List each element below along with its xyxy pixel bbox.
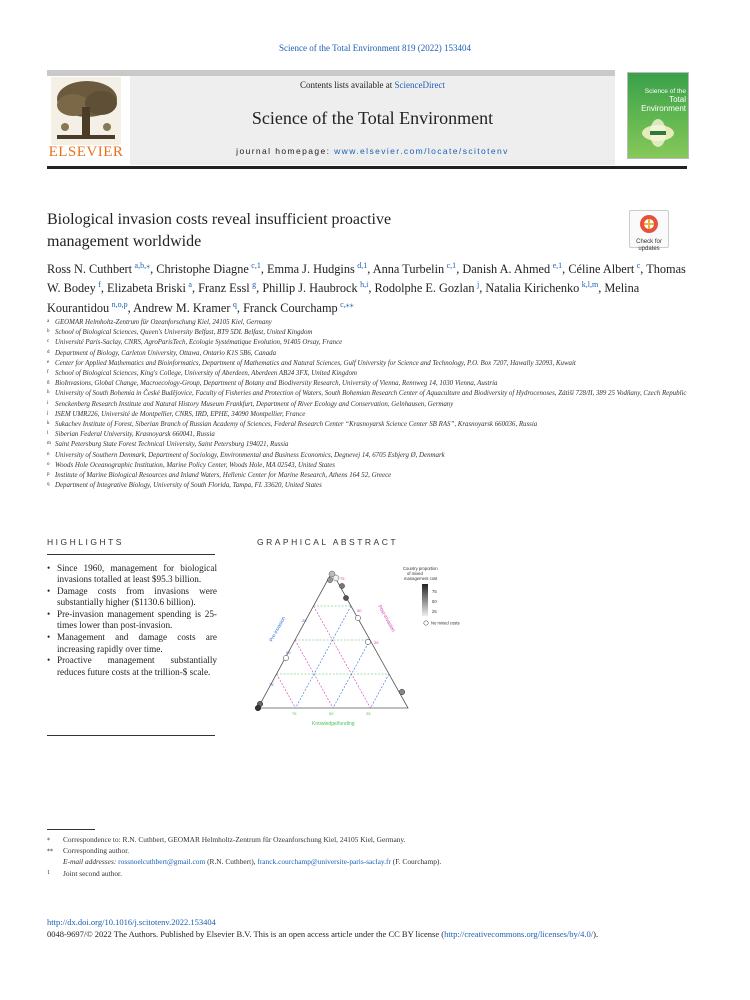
author-affiliation-marks[interactable]: c,⁎⁎ bbox=[340, 299, 354, 309]
legend-value: 75 bbox=[432, 589, 437, 594]
publisher-logo bbox=[47, 77, 125, 163]
affiliation-text: University of South Bohemia in České Budějovice, Faculty of Fisheries and Protection of Waters, South Bohemian Research Center of Aquaculture and Biodiversity of Hydrocenoses, Zátiší 728/II, 389 25 Vodňany, Czech Republic bbox=[55, 390, 687, 398]
right-tick-label: 50 bbox=[357, 608, 362, 613]
left-tick-label: 50 bbox=[286, 650, 291, 655]
affiliation-key: g bbox=[47, 380, 50, 386]
bottom-tick-label: 50 bbox=[329, 711, 334, 716]
author-name: Thomas W. Bodey bbox=[47, 262, 686, 296]
email-link-cuthbert[interactable]: rossnoelcuthbert@gmail.com bbox=[118, 857, 206, 867]
email-link-courchamp[interactable]: franck.courchamp@universite-paris-saclay.fr bbox=[257, 857, 391, 867]
header-bottom-rule bbox=[47, 166, 687, 169]
footnote-rule bbox=[47, 829, 95, 830]
author-name: Emma J. Hudgins bbox=[267, 262, 355, 276]
author[interactable] bbox=[485, 281, 598, 295]
left-tick-label: 75 bbox=[269, 682, 274, 687]
affiliation-text: Université Paris-Saclay, CNRS, AgroParisTech, Ecologie Systématique Evolution, 91405 Orsay, France bbox=[55, 339, 343, 347]
author-affiliation-marks[interactable]: a,b,⁎ bbox=[134, 260, 151, 270]
author[interactable] bbox=[374, 281, 479, 295]
journal-cover-image bbox=[627, 72, 689, 159]
author-name: Ross N. Cuthbert bbox=[47, 262, 133, 276]
author-affiliation-marks[interactable]: e,1 bbox=[552, 260, 563, 270]
legend-colorbar bbox=[422, 584, 428, 616]
data-point bbox=[333, 575, 339, 581]
contents-line bbox=[130, 80, 615, 90]
author[interactable] bbox=[267, 262, 367, 276]
footnote bbox=[47, 868, 707, 879]
article-title-line1: Biological invasion costs reveal insufficient proactive bbox=[47, 211, 392, 228]
affiliation-key: p bbox=[47, 472, 50, 478]
affiliation bbox=[47, 461, 707, 471]
affiliation bbox=[47, 338, 707, 348]
grid-line bbox=[277, 674, 296, 708]
journal-title: Science of the Total Environment bbox=[251, 108, 494, 128]
author[interactable] bbox=[107, 281, 192, 295]
affiliation bbox=[47, 410, 707, 420]
highlights-list bbox=[47, 563, 217, 678]
affiliation-key: a bbox=[47, 319, 50, 324]
author-name: Céline Albert bbox=[568, 262, 635, 276]
author-affiliation-marks[interactable]: g bbox=[252, 280, 257, 290]
affiliation-key: f bbox=[47, 370, 49, 376]
affiliation-key: h bbox=[47, 390, 50, 396]
author[interactable] bbox=[156, 262, 261, 276]
data-point bbox=[365, 639, 370, 644]
author-name: Anna Turbelin bbox=[372, 262, 445, 276]
highlights-bottom-rule bbox=[47, 735, 215, 736]
legend-title-line3: management cost bbox=[404, 576, 438, 581]
grid-line bbox=[314, 606, 371, 708]
footnote bbox=[47, 834, 707, 845]
affiliation-text: Department of Biology, Carleton University, Ottawa, Ontario K1S 5B6, Canada bbox=[55, 349, 277, 357]
data-point bbox=[399, 689, 405, 695]
author-name: Natalia Kirichenko bbox=[485, 281, 580, 296]
affiliation-key: o bbox=[47, 461, 50, 467]
affiliation-key: d bbox=[47, 349, 50, 355]
affiliation-key: j bbox=[47, 410, 49, 416]
author-affiliation-marks[interactable]: j bbox=[477, 280, 480, 290]
copyright-suffix: ). bbox=[593, 929, 599, 939]
author-name: Christophe Diagne bbox=[156, 262, 249, 276]
footnote-text: Joint second author. bbox=[63, 868, 122, 878]
author-name: Melina Kourantidou bbox=[47, 281, 640, 315]
affiliation bbox=[47, 471, 707, 481]
affiliation-text: School of Biological Sciences, Queen's University Belfast, BT9 5DL Belfast, United Kingdom bbox=[55, 329, 313, 337]
author-affiliation-marks[interactable]: k,l,m bbox=[581, 280, 599, 290]
affiliation bbox=[47, 328, 707, 338]
left-tick-label: 25 bbox=[302, 618, 307, 623]
copyright-text: 0048-9697/© 2022 The Authors. Published by Elsevier B.V. This is an open access article under the CC BY license ( bbox=[47, 929, 445, 939]
data-point bbox=[283, 655, 288, 660]
footnote-key: ⁎ bbox=[47, 836, 50, 842]
ternary-triangle bbox=[258, 572, 408, 708]
affiliation-key: i bbox=[47, 400, 49, 406]
highlights-top-rule bbox=[47, 554, 215, 555]
author-name: Elizabeta Briski bbox=[107, 281, 186, 296]
author-name: Danish A. Ahmed bbox=[462, 262, 551, 276]
author-name: Franz Essl bbox=[198, 281, 250, 296]
license-link[interactable]: http://creativecommons.org/licenses/by/4.0/ bbox=[444, 929, 594, 939]
affiliation-key: b bbox=[47, 329, 50, 335]
affiliation bbox=[47, 318, 707, 328]
affiliation-text: Department of Integrative Biology, University of South Florida, Tampa, FL 33620, United States bbox=[55, 482, 322, 490]
highlight-item: • Pre-invasion management spending is 25-times lower than post-invasion. bbox=[47, 609, 217, 632]
affiliation-key: l bbox=[47, 431, 49, 437]
legend-title-line1: Country proportion bbox=[403, 566, 438, 571]
author-affiliation-marks[interactable]: a bbox=[188, 280, 192, 290]
affiliation-text: School of Biological Sciences, King's College, University of Aberdeen, Aberdeen AB24 3FX, United Kingdom bbox=[55, 370, 357, 378]
affiliation-text: GEOMAR Helmholtz-Zentrum für Ozeanforschung Kiel, 24105 Kiel, Germany bbox=[55, 319, 272, 326]
highlight-item: • Since 1960, management for biological invasions totalled at least $95.3 billion. bbox=[47, 563, 217, 586]
footnote-text: Corresponding author. bbox=[63, 846, 130, 856]
article-title bbox=[47, 209, 607, 253]
cover-title bbox=[632, 88, 686, 113]
footnote-key: 1 bbox=[47, 869, 50, 876]
author-list: Ross N. Cuthbert $^{a,b,⁎}$, Christophe Diagne $^{c,1}$, Emma J. Hudgins $^{d,1}$, Anna Turbelin $^{c,1}$, Danish A. Ahmed $^{e,1}$, Céline Albert $^c$, Thomas W. Bodey $^f$, Elizabeta Briski $^a$, Franz Essl $^g$, Phillip J. Haubrock $^{h,i}$, Rodolphe E. Gozlan $^j$, Natalia Kirichenko $^{k,l,m}$, Melina Kourantidou $^{n,o,p}$, Andrew M. Kramer $^q$, Franck Courchamp $^{c,⁎⁎}$ bbox=[47, 260, 686, 315]
cover-flower-icon bbox=[628, 113, 688, 153]
affiliation bbox=[47, 430, 707, 440]
bottom-tick-label: 25 bbox=[366, 711, 371, 716]
affiliation-text: Siberian Federal University, Krasnoyarsk 660041, Russia bbox=[55, 431, 215, 439]
cover-title-main: Total Environment bbox=[641, 95, 686, 113]
author-name: Phillip J. Haubrock bbox=[262, 281, 358, 296]
legend-no-mixed-label: No mixed costs bbox=[431, 620, 460, 626]
crossmark-icon bbox=[639, 214, 659, 234]
affiliation-text: Sukachev Institute of Forest, Siberian Branch of Russian Academy of Sciences, Federal Research Center “Krasnoyarsk Science Center SB RAS”, Krasnoyarsk 660036, Russia bbox=[55, 421, 538, 429]
ternary-legend bbox=[403, 566, 460, 626]
axis-label-right: Post-invasion bbox=[376, 604, 397, 634]
author-name: Franck Courchamp bbox=[243, 300, 338, 315]
author[interactable] bbox=[198, 281, 256, 295]
journal-reference[interactable]: Science of the Total Environment 819 (2022) 153404 bbox=[279, 43, 471, 53]
author[interactable] bbox=[568, 262, 640, 276]
affiliation bbox=[47, 451, 707, 461]
affiliation-key: k bbox=[47, 421, 50, 427]
graphical-abstract-heading: GRAPHICAL ABSTRACT bbox=[257, 537, 399, 547]
email-label: E-mail addresses: bbox=[63, 857, 119, 867]
ternary-tick-labels bbox=[269, 576, 379, 716]
affiliation-text: University of Southern Denmark, Department of Sociology, Environmental and Business Economics, Degnevej 14, 6705 Esbjerg Ø, Denmark bbox=[55, 451, 445, 459]
author-affiliation-marks[interactable]: c bbox=[636, 260, 641, 270]
affiliation bbox=[47, 440, 707, 450]
affiliation bbox=[47, 400, 707, 410]
right-tick-label: 25 bbox=[374, 640, 379, 645]
grid-line bbox=[371, 674, 390, 708]
affiliation-key: c bbox=[47, 339, 50, 345]
crossmark-text bbox=[630, 239, 668, 253]
affiliation-text: Center for Applied Mathematics and Bioinformatics, Department of Mathematics and Natural Sciences, Gulf University for Science and Technology, P.O. Box 7207, Hawally 32093, Kuwait bbox=[55, 359, 576, 367]
author-affiliation-marks[interactable]: q bbox=[232, 299, 237, 309]
ternary-axis-labels bbox=[269, 604, 397, 727]
affiliation bbox=[47, 389, 707, 399]
ternary-points bbox=[255, 571, 405, 711]
cover-title-top: Science of the bbox=[644, 88, 686, 95]
affiliation bbox=[47, 481, 707, 491]
affiliation bbox=[47, 359, 707, 369]
legend-value: 50 bbox=[432, 599, 437, 604]
article-title-line2: management worldwide bbox=[47, 233, 202, 250]
highlight-item: • Damage costs from invasions were substantially higher ($1130.6 billion). bbox=[47, 586, 217, 609]
check-for-updates-badge[interactable] bbox=[629, 210, 669, 252]
highlight-item: • Proactive management substantially reduces future costs at the trillion-$ scale. bbox=[47, 655, 217, 678]
bottom-tick-label: 75 bbox=[292, 711, 297, 716]
author[interactable] bbox=[133, 301, 237, 315]
copyright-line bbox=[47, 929, 598, 939]
elsevier-tree-icon bbox=[51, 77, 121, 145]
author[interactable] bbox=[243, 301, 354, 315]
affiliation-key: q bbox=[47, 482, 50, 488]
footnote-text: Correspondence to: R.N. Cuthbert, GEOMAR Helmholtz-Zentrum für Ozeanforschung Kiel, 24105 Kiel, Germany. bbox=[63, 835, 406, 844]
author[interactable] bbox=[262, 281, 368, 295]
affiliation-text: Saint Petersburg State Forest Technical University, Saint Petersburg 194021, Russia bbox=[55, 441, 289, 449]
journal-homepage-line bbox=[130, 146, 615, 156]
footnote-key: ⁎⁎ bbox=[47, 847, 53, 854]
doi-link[interactable]: http://dx.doi.org/10.1016/j.scitotenv.2022.153404 bbox=[47, 917, 216, 927]
publisher-name: ELSEVIER bbox=[48, 144, 124, 160]
author-name: Rodolphe E. Gozlan bbox=[374, 281, 475, 296]
affiliation-key: e bbox=[47, 359, 50, 365]
ternary-grid bbox=[277, 606, 390, 708]
affiliation-key: n bbox=[47, 451, 50, 457]
footnote-emails bbox=[47, 856, 707, 867]
legend-no-mixed-marker bbox=[424, 621, 428, 625]
affiliation-list bbox=[47, 318, 707, 491]
author[interactable] bbox=[373, 262, 456, 276]
crossmark-line1: Check for bbox=[636, 239, 662, 245]
affiliation bbox=[47, 349, 707, 359]
author-affiliation-marks[interactable]: f bbox=[98, 280, 101, 290]
sciencedirect-link[interactable]: ScienceDirect bbox=[394, 80, 445, 90]
data-point bbox=[327, 577, 332, 582]
data-point bbox=[255, 705, 261, 711]
affiliation-key: m bbox=[47, 441, 51, 447]
data-point bbox=[339, 583, 344, 588]
highlights-heading: HIGHLIGHTS bbox=[47, 537, 124, 547]
data-point bbox=[355, 615, 360, 620]
ternary-outline bbox=[258, 572, 408, 708]
axis-label-bottom: Knowledge/funding bbox=[312, 721, 355, 727]
affiliation-text: BioInvasions, Global Change, Macroecology-Group, Department of Botany and Biodiversity Research, University of Vienna, Rennweg 14, 1030 Vienna, Austria bbox=[55, 380, 498, 388]
author-name: Andrew M. Kramer bbox=[133, 300, 231, 315]
author[interactable] bbox=[462, 262, 562, 276]
author-affiliation-marks[interactable]: d,1 bbox=[357, 260, 368, 270]
email-owner-2: (F. Courchamp). bbox=[390, 857, 442, 867]
axis-label-left: Pre-invasion bbox=[268, 615, 288, 643]
data-point bbox=[343, 595, 348, 600]
crossmark-line2: updates bbox=[638, 246, 660, 252]
legend-value: 25 bbox=[432, 609, 437, 614]
journal-homepage-link[interactable]: www.elsevier.com/locate/scitotenv bbox=[334, 146, 509, 156]
affiliation bbox=[47, 379, 707, 389]
legend-title-line2: of mixed bbox=[407, 571, 423, 576]
highlight-item: • Management and damage costs are increasing rapidly over time. bbox=[47, 632, 217, 655]
author-affiliation-marks[interactable]: c,1 bbox=[446, 260, 457, 270]
graphical-abstract-figure bbox=[250, 560, 460, 730]
author-affiliation-marks[interactable]: h,i bbox=[360, 280, 369, 290]
homepage-prefix: journal homepage: bbox=[236, 146, 335, 156]
author-affiliation-marks[interactable]: c,1 bbox=[251, 260, 261, 270]
affiliation bbox=[47, 369, 707, 379]
right-tick-label: 75 bbox=[340, 576, 345, 581]
affiliation-text: Woods Hole Oceanographic Institution, Marine Policy Center, Woods Hole, MA 02543, United States bbox=[55, 461, 335, 469]
email-owner-1: (R.N. Cuthbert), bbox=[205, 857, 258, 867]
footnotes bbox=[47, 834, 707, 879]
affiliation-text: Senckenberg Research Institute and Natural History Museum Frankfurt, Department of River Ecology and Conservation, Gelnhausen, Germany bbox=[55, 400, 454, 408]
affiliation bbox=[47, 420, 707, 430]
affiliation-text: ISEM UMR226, Université de Montpellier, CNRS, IRD, EPHE, 34090 Montpellier, France bbox=[55, 410, 306, 418]
footnote bbox=[47, 845, 707, 856]
journal-masthead bbox=[130, 76, 615, 165]
affiliation-text: Institute of Marine Biological Resources and Inland Waters, Hellenic Center for Marine Research, Athens 164 52, Greece bbox=[55, 472, 392, 480]
author[interactable] bbox=[47, 262, 150, 276]
contents-prefix: Contents lists available at bbox=[300, 80, 395, 90]
author-affiliation-marks[interactable]: n,o,p bbox=[111, 299, 128, 309]
